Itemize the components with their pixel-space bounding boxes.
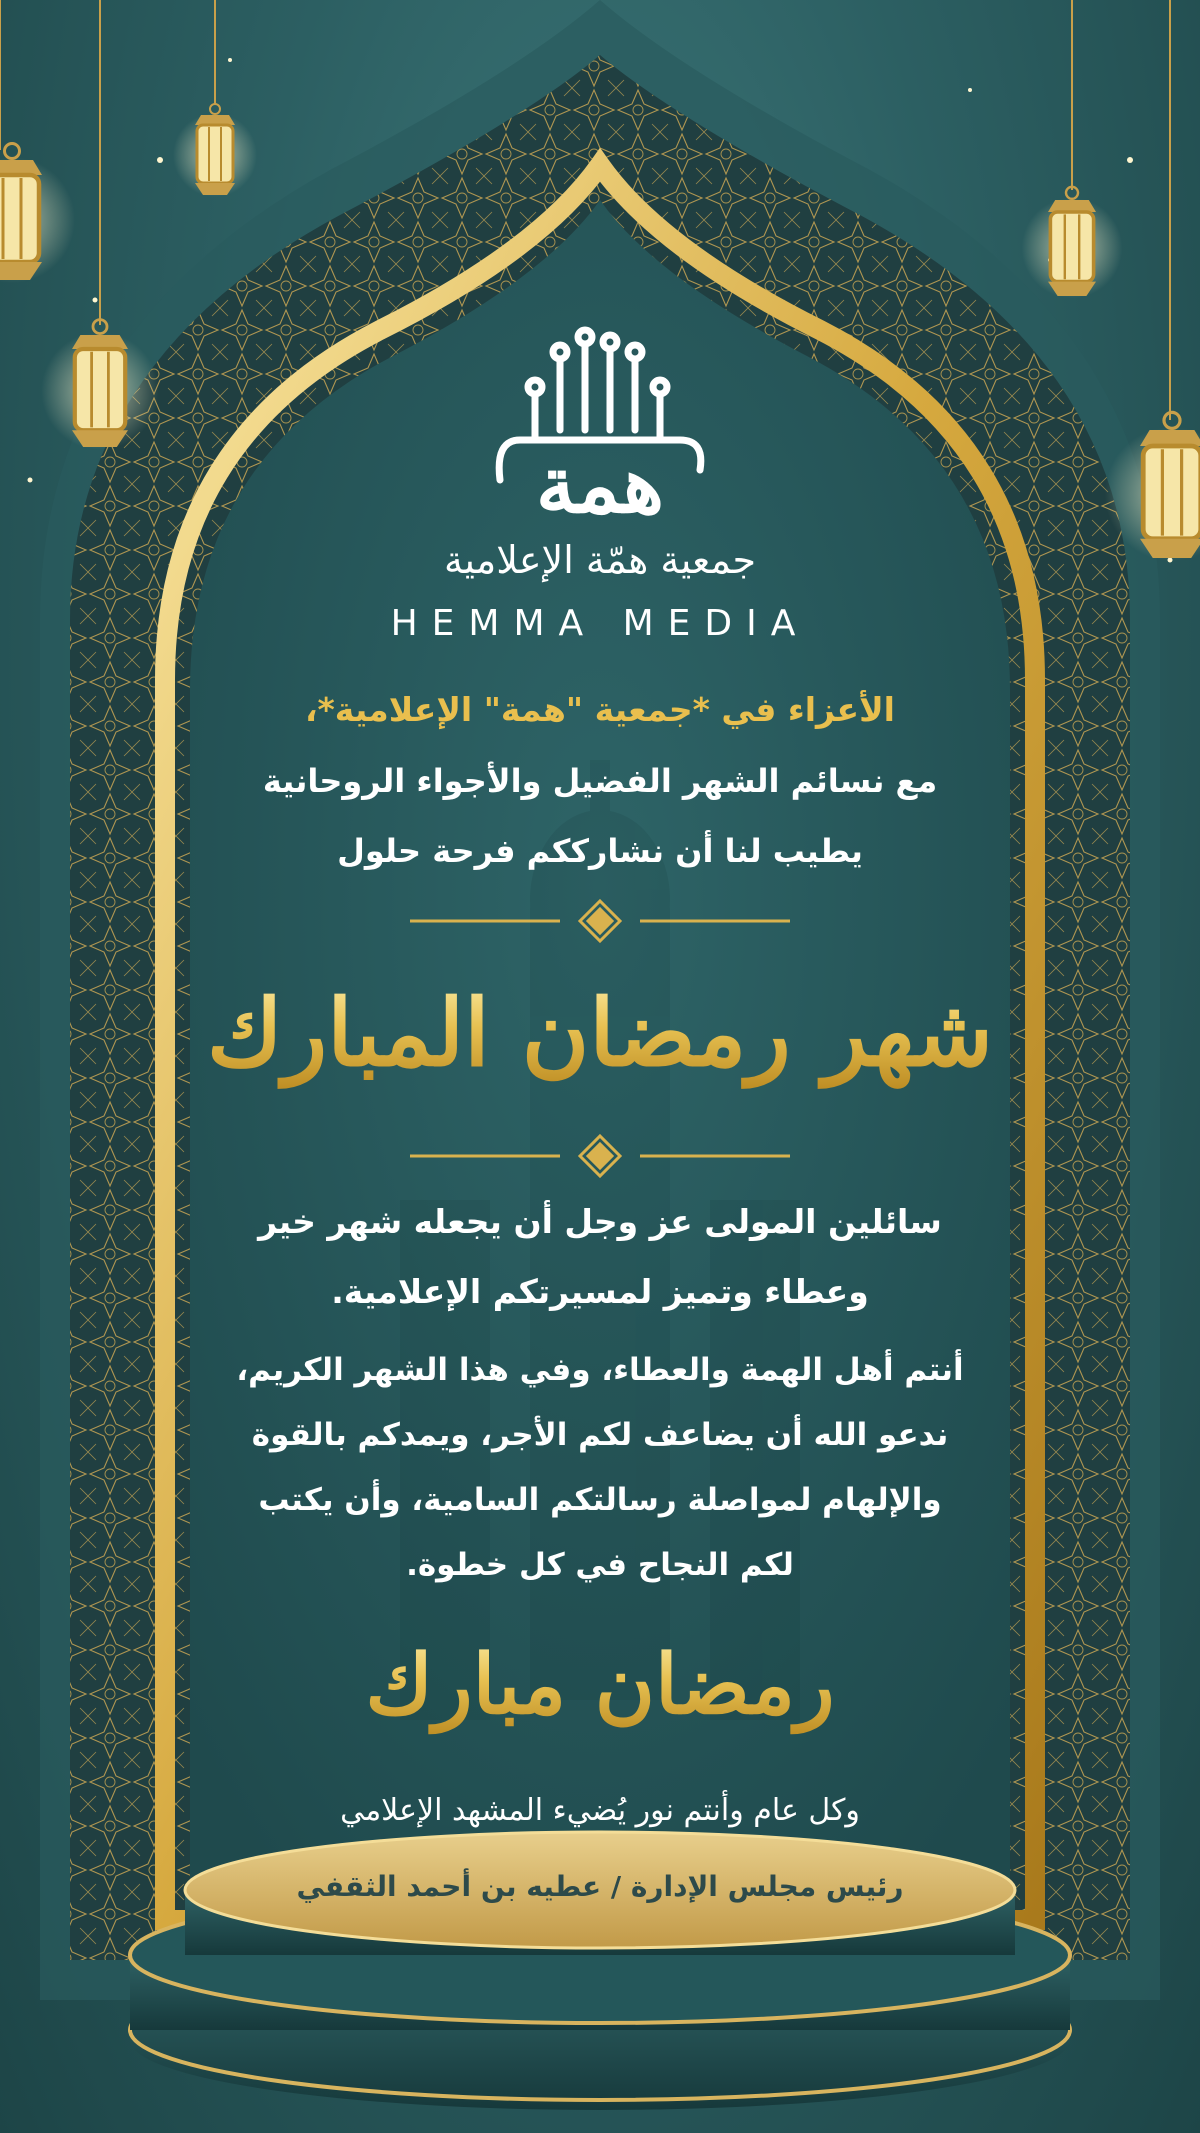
lantern-icon: [0, 0, 75, 283]
closing-line: وكل عام وأنتم نور يُضيء المشهد الإعلامي: [340, 1793, 860, 1828]
logo-arabic-name: جمعية همّة الإعلامية: [444, 538, 756, 582]
lantern-icon: [1022, 0, 1123, 298]
ramadan-title-calligraphy: شهر رمضان المبارك: [0, 968, 1200, 1098]
greeting-line-2: يطيب لنا أن نشارككم فرحة حلول: [337, 832, 863, 870]
greeting-line-1: مع نسائم الشهر الفضيل والأجواء الروحانية: [262, 762, 938, 800]
lantern-icon: [173, 0, 257, 197]
wish-line-2: وعطاء وتميز لمسيرتكم الإعلامية.: [331, 1272, 869, 1311]
logo-mark-text: همة: [535, 440, 665, 531]
message-line-3: والإلهام لمواصلة رسالتكم السامية، وأن يكتب: [258, 1482, 942, 1518]
logo-latin-name: HEMMA MEDIA: [390, 603, 810, 644]
signature: رئيس مجلس الإدارة / عطيه بن أحمد الثقفي: [296, 1870, 904, 1903]
ramadan-mubarak-calligraphy: رمضان مبارك: [0, 1625, 1200, 1745]
greeting-salutation: الأعزاء في *جمعية "همة" الإعلامية*،: [305, 690, 895, 729]
message-line-1: أنتم أهل الهمة والعطاء، وفي هذا الشهر الكريم،: [236, 1352, 964, 1388]
message-line-4: لكم النجاح في كل خطوة.: [406, 1547, 794, 1583]
wish-line-1: سائلين المولى عز وجل أن يجعله شهر خير: [258, 1202, 942, 1241]
message-line-2: ندعو الله أن يضاعف لكم الأجر، ويمدكم بالقوة: [251, 1417, 949, 1453]
